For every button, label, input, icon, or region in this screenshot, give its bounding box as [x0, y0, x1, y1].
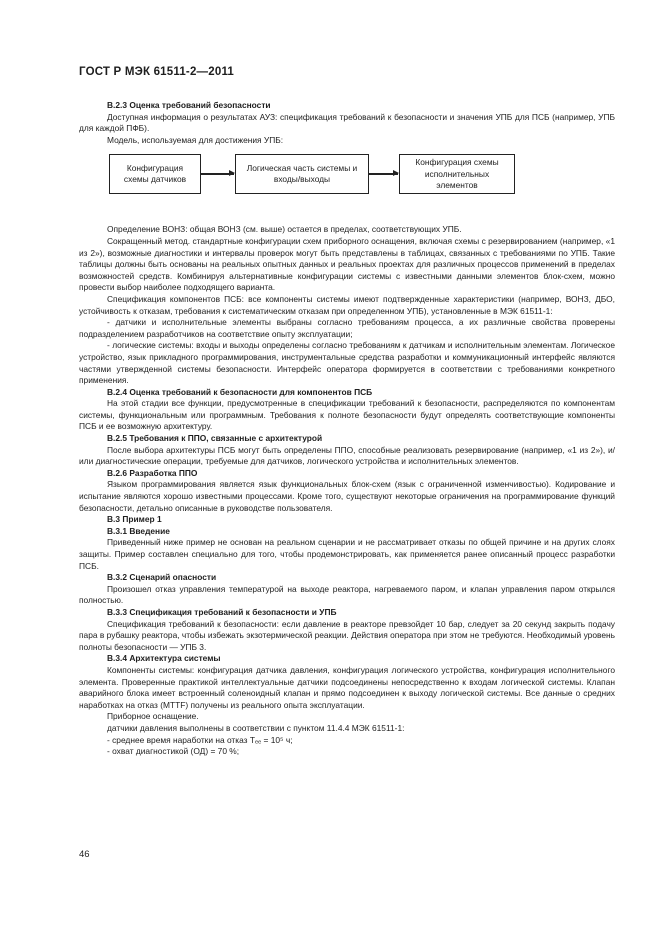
paragraph: Определение ВОНЗ: общая ВОНЗ (см. выше) остается в пределах, соответствующих УПБ.	[107, 224, 462, 235]
paragraph: Произошел отказ управления температурой на выходе реактора, нагреваемого паром, и клапан управления паром открылся полностью.	[79, 583, 615, 606]
paragraph: Приведенный ниже пример не основан на реальном сценарии и не рассматривает отказы по общей причине и на других слоях защиты. Пример составлен специально для того, чтобы продемонстрировать, как применяется ранее описанный процесс разработки ПСБ.	[79, 537, 615, 571]
section-heading: B.3 Пример 1	[107, 514, 162, 525]
paragraph: Приборное оснащение.	[107, 711, 199, 722]
paragraph: Модель, используемая для достижения УПБ:	[107, 134, 284, 145]
section-heading: B.2.5 Требования к ППО, связанные с архитектурой	[107, 433, 323, 444]
sensor-config-box: Конфигурация схемы датчиков	[109, 154, 201, 194]
page-header: ГОСТ Р МЭК 61511-2—2011	[79, 66, 235, 78]
block-diagram	[79, 154, 615, 214]
paragraph: - логические системы: входы и выходы определены согласно требованиям к датчикам и исполнительным элементам. Логическое устройство, язык прикладного программирования, инструментальные средства разработки и коммуникационный интерфейс являются частями утвержденной системы безопасности. Интерфейс оператора формируется в соответствии с требованиями конкретного применения.	[79, 340, 615, 386]
actuator-config-box: Конфигурация схемы исполнительных элементов	[399, 154, 515, 194]
arrow-right-icon	[369, 173, 398, 174]
paragraph: Спецификация компонентов ПСБ: все компоненты системы имеют подтвержденные характеристики (например, ВОНЗ, ДБО, устойчивость к отказам, требования к систематическим отказам при определенном УПБ), установленные в МЭК 61511-1:	[79, 293, 615, 316]
paragraph: Языком программирования является язык функциональных блок-схем (язык с ограниченной изменчивостью). Кодирование и испытание являются хорошо известными процессами. Кроме того, существуют некоторые ограничения на программирование функций безопасности, детально описанные в руководстве пользователя.	[79, 479, 615, 513]
paragraph: Спецификация требований к безопасности: если давление в реакторе превзойдет 10 бар, следует за 20 секунд закрыть подачу пара в рубашку реактора, чтобы избежать экзотермической реакции. Действия оператора при этом не требуются. Необходимый уровень полноты безопасности — УПБ 3.	[79, 618, 615, 652]
section-heading: B.3.1 Введение	[107, 525, 170, 536]
paragraph: Компоненты системы: конфигурация датчика давления, конфигурация логического устройства, конфигурация исполнительного элемента. Проверенные практикой интеллектуальные датчики подсоединены непосредственно к входам логической системы. Клапан аварийного блока имеет встроенный соленоидный клапан и прямо подсоединен к выходу логической системы. Все данные о средних наработках на отказ (MTTF) получены из реального опыта эксплуатации.	[79, 664, 615, 710]
section-heading: B.3.3 Спецификация требований к безопасности и УПБ	[107, 606, 337, 617]
section-heading: B.2.6 Разработка ППО	[107, 467, 198, 478]
section-heading: B.2.4 Оценка требований к безопасности для компонентов ПСБ	[107, 386, 373, 397]
paragraph: Сокращенный метод. стандартные конфигурации схем приборного оснащения, включая схемы с резервированием (например, «1 из 2»), возможные диагностики и интервалы проверок могут быть представлены в таблицах, связанных с требованиями по УПБ. Такие таблицы должны быть основаны на реальных опытных данных и реальных проектах для различных процессов применений в пределах возможностей средств. Комбинируя альтернативные конфигурации системы с известными данными элементов блок-схем, можно провести выбор наиболее подходящего варианта.	[79, 235, 615, 293]
page-number: 46	[79, 849, 90, 860]
arrow-right-icon	[201, 173, 234, 174]
section-heading: B.3.2 Сценарий опасности	[107, 572, 217, 583]
paragraph: На этой стадии все функции, предусмотренные в спецификации требований к безопасности, распределяются по компонентам системы, функциональным или программным. Требования к полноте безопасности будут определять соответствующие компоненты ПСБ и ее возможную архитектуру.	[79, 398, 615, 432]
paragraph: - среднее время наработки на отказ Tₑₑ = 10⁵ ч;	[107, 734, 293, 745]
paragraph: - датчики и исполнительные элементы выбраны согласно требованиям процесса, а их различные свойства проверены подразделением разработчиков на соответствие опыту эксплуатации;	[79, 317, 615, 339]
paragraph: датчики давления выполнены в соответствии с пунктом 11.4.4 МЭК 61511-1:	[107, 722, 405, 733]
section-heading: B.2.3 Оценка требований безопасности	[107, 100, 271, 110]
section-heading: B.3.4 Архитектура системы	[107, 653, 221, 664]
paragraph: Доступная информация о результатах АУЗ: спецификация требований к безопасности и значения УПБ для ПСБ (например, УПБ для каждой ПФБ).	[79, 111, 615, 134]
paragraph: После выбора архитектуры ПСБ могут быть определены ППО, способные реализовать резервирование (например, «1 из 2»), и/или диагностические операции, требуемые для датчиков, логического устройства и исполнительных элементов.	[79, 444, 615, 467]
page-content	[79, 100, 615, 758]
logic-system-box: Логическая часть системы и входы/выходы	[235, 154, 369, 194]
paragraph: - охват диагностикой (ОД) = 70 %;	[107, 746, 240, 757]
